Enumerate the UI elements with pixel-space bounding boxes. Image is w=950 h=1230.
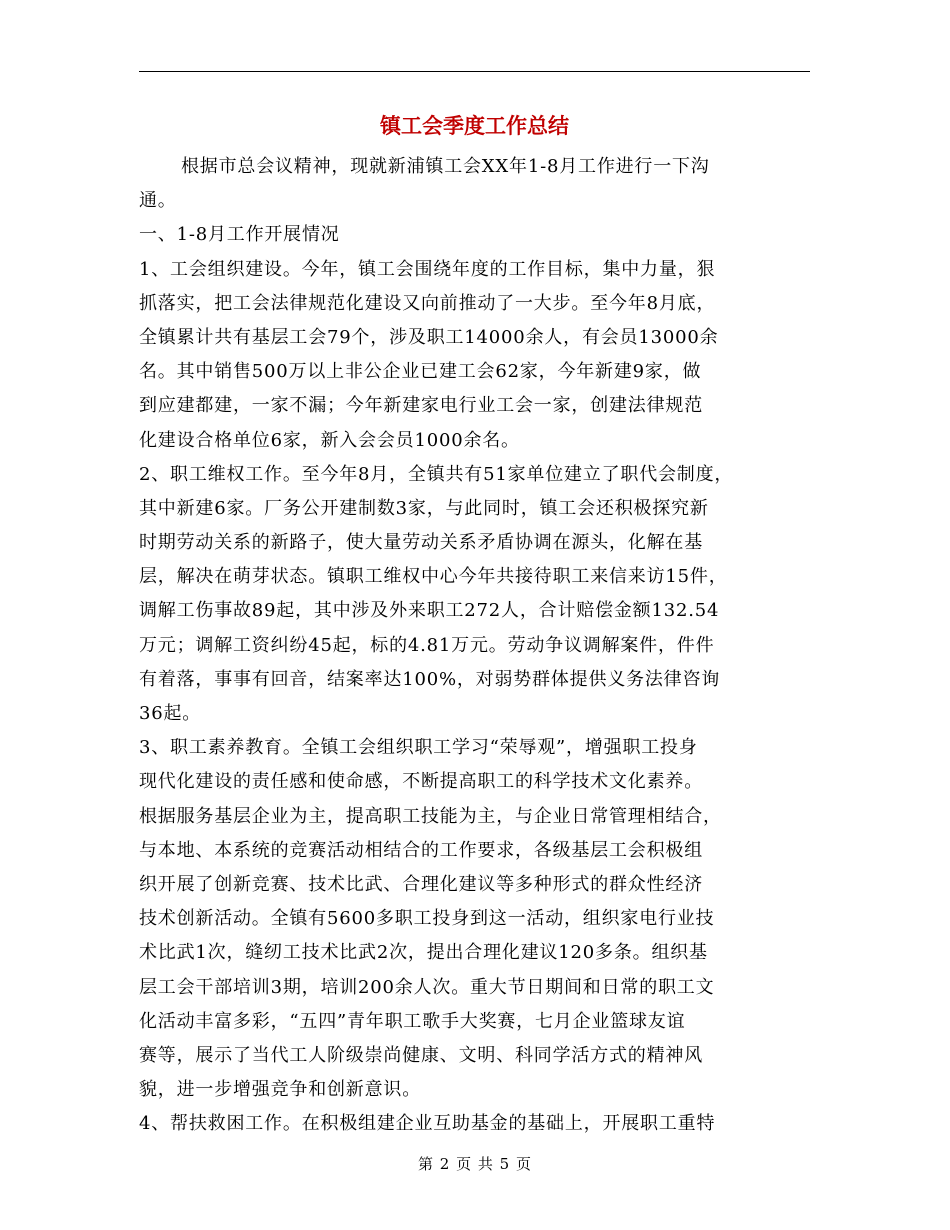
body-line: 4、帮扶救困工作。在积极组建企业互助基金的基础上，开展职工重特 bbox=[139, 1113, 716, 1135]
header-rule bbox=[139, 71, 810, 72]
body-line: 1、工会组织建设。今年，镇工会围绕年度的工作目标，集中力量，狠 bbox=[139, 258, 716, 280]
body-line: 时期劳动关系的新路子，使大量劳动关系矛盾协调在源头，化解在基 bbox=[139, 532, 703, 554]
body-line: 现代化建设的责任感和使命感，不断提高职工的科学技术文化素养。 bbox=[139, 771, 703, 793]
body-line: 化活动丰富多彩，“五四”青年职工歌手大奖赛，七月企业篮球友谊 bbox=[139, 1010, 686, 1032]
body-line: 3、职工素养教育。全镇工会组织职工学习“荣辱观”，增强职工投身 bbox=[139, 737, 698, 759]
body-line: 织开展了创新竞赛、技术比武、合理化建议等多种形式的群众性经济 bbox=[139, 873, 703, 895]
body-line: 抓落实，把工会法律规范化建设又向前推动了一大步。至今年8月底， bbox=[139, 292, 716, 314]
body-line: 化建设合格单位6家，新入会会员1000余名。 bbox=[139, 429, 520, 451]
body-line: 万元；调解工资纠纷45起，标的4.81万元。劳动争议调解案件，件件 bbox=[139, 634, 715, 656]
body-line: 层，解决在萌芽状态。镇职工维权中心今年共接待职工来信来访15件， bbox=[139, 566, 728, 588]
document-title: 镇工会季度工作总结 bbox=[380, 113, 569, 138]
body-line: 2、职工维权工作。至今年8月，全镇共有51家单位建立了职代会制度， bbox=[139, 463, 734, 485]
body-line: 名。其中销售500万以上非公企业已建工会62家，今年新建9家，做 bbox=[139, 361, 702, 383]
body-line: 与本地、本系统的竞赛活动相结合的工作要求，各级基层工会积极组 bbox=[139, 839, 703, 861]
body-line: 根据服务基层企业为主，提高职工技能为主，与企业日常管理相结合， bbox=[139, 805, 722, 827]
section-heading: 一、1-8月工作开展情况 bbox=[139, 224, 340, 246]
body-line: 赛等，展示了当代工人阶级崇尚健康、文明、科同学活方式的精神风 bbox=[139, 1044, 703, 1066]
page-number-footer: 第 2 页 共 5 页 bbox=[418, 1155, 532, 1173]
body-line: 调解工伤事故89起，其中涉及外来职工272人，合计赔偿金额132.54 bbox=[139, 600, 720, 622]
body-line: 层工会干部培训3期，培训200余人次。重大节日期间和日常的职工文 bbox=[139, 976, 715, 998]
body-line: 通。 bbox=[139, 190, 177, 212]
body-line: 其中新建6家。厂务公开建制数3家，与此同时，镇工会还积极探究新 bbox=[139, 497, 709, 519]
body-line: 36起。 bbox=[139, 703, 202, 724]
body-line: 到应建都建，一家不漏；今年新建家电行业工会一家，创建法律规范 bbox=[139, 395, 703, 417]
body-line: 貌，进一步增强竞争和创新意识。 bbox=[139, 1079, 421, 1101]
document-body bbox=[139, 150, 810, 1141]
body-line: 全镇累计共有基层工会79个，涉及职工14000余人，有会员13000余 bbox=[139, 326, 719, 348]
body-line: 有着落，事事有回音，结案率达100%，对弱势群体提供义务法律咨询 bbox=[139, 668, 721, 690]
body-line: 术比武1次，缝纫工技术比武2次，提出合理化建议120多条。组织基 bbox=[139, 942, 708, 964]
body-line: 技术创新活动。全镇有5600多职工投身到这一活动，组织家电行业技 bbox=[139, 908, 715, 930]
body-line: 根据市总会议精神，现就新浦镇工会XX年1-8月工作进行一下沟 bbox=[181, 156, 710, 177]
